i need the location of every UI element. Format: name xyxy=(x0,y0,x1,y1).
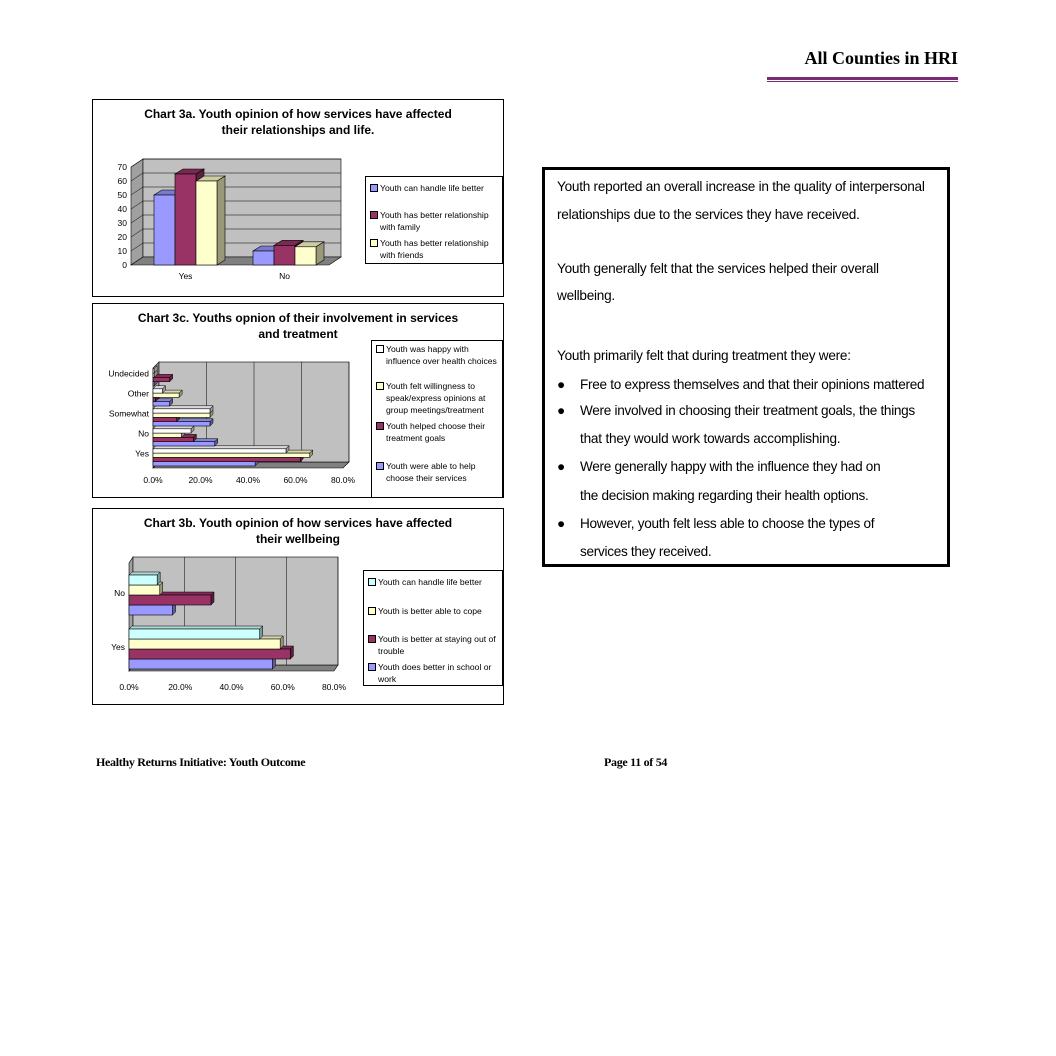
bar-top xyxy=(129,626,263,629)
y-category-label: Yes xyxy=(111,642,125,652)
bar xyxy=(153,433,182,437)
legend-swatch xyxy=(370,184,378,192)
bar xyxy=(129,595,211,605)
legend-item: Youth is better at staying out of trouble xyxy=(368,633,500,657)
x-tick-label: 0.0% xyxy=(143,475,163,485)
chart-3c xyxy=(92,303,504,498)
legend-swatch xyxy=(376,382,384,390)
legend-item: Youth can handle life better xyxy=(368,576,500,588)
bullet-dot-icon: ● xyxy=(557,516,566,531)
y-tick-label: 60 xyxy=(117,176,127,186)
bar xyxy=(153,417,177,421)
x-tick-label: 20.0% xyxy=(188,475,213,485)
bar xyxy=(153,449,286,453)
bar xyxy=(129,639,280,649)
y-tick-label: 10 xyxy=(117,246,127,256)
legend-item: Youth can handle life better xyxy=(370,182,500,194)
bar xyxy=(129,629,260,639)
bar xyxy=(153,453,310,457)
chart-legend xyxy=(371,340,503,498)
chart-3b xyxy=(92,508,504,705)
bullet-dot-icon: ● xyxy=(557,403,566,418)
legend-swatch xyxy=(368,607,376,615)
y-tick-label: 20 xyxy=(117,232,127,242)
bar xyxy=(153,442,215,446)
bar xyxy=(153,382,154,386)
legend-swatch xyxy=(376,422,384,430)
legend-item: Youth does better in school or work xyxy=(368,661,500,685)
footer-document-title: Healthy Returns Initiative: Youth Outcome xyxy=(96,755,306,769)
header-rule-thin xyxy=(767,81,958,82)
bar xyxy=(153,413,210,417)
summary-line: wellbeing. xyxy=(557,288,615,303)
header-rule xyxy=(767,77,958,80)
summary-line: relationships due to the services they have received. xyxy=(557,207,860,222)
y-category-label: Undecided xyxy=(108,368,149,379)
legend-swatch xyxy=(368,663,376,671)
legend-swatch xyxy=(368,635,376,643)
x-tick-label: 80.0% xyxy=(321,682,347,692)
footer-page-number: Page 11 of 54 xyxy=(604,755,668,769)
y-tick-label: 70 xyxy=(117,162,127,172)
x-tick-label: 20.0% xyxy=(168,682,193,692)
x-tick-label: 40.0% xyxy=(219,682,244,692)
legend-item: Youth is better able to cope xyxy=(368,605,500,617)
bullet-dot-icon: ● xyxy=(557,377,566,392)
legend-swatch xyxy=(376,345,384,353)
side-wall xyxy=(131,159,143,265)
bar-side xyxy=(217,176,225,265)
summary-textbox: Youth reported an overall increase in the quality of interpersonal relationships due to the services they have received. Youth generally felt that the services helped their overall wellbeing. Youth primarily felt that during treatment they were: ● Free to express themselves and that their opinions mattered ● Were involved in choosing their treatment goals, the things that they would work towards accomplishing. ● Were generally happy with the influence they had on the decision making regarding their health options. ● However, youth felt less able to choose the types of services they received. xyxy=(542,167,950,567)
bar xyxy=(153,397,155,401)
bar xyxy=(129,575,157,585)
legend-swatch xyxy=(368,578,376,586)
y-category-label: Other xyxy=(127,388,149,399)
x-tick-label: 60.0% xyxy=(270,682,295,692)
x-tick-label: 60.0% xyxy=(283,475,308,485)
bar xyxy=(253,251,274,265)
bar xyxy=(153,373,154,377)
legend-swatch xyxy=(376,462,384,470)
x-tick-label: 40.0% xyxy=(235,475,261,485)
chart-legend xyxy=(365,176,503,264)
bar xyxy=(153,462,255,466)
bar xyxy=(153,393,179,397)
bar xyxy=(154,195,175,265)
bullet-dot-icon: ● xyxy=(557,459,566,474)
chart-title: Chart 3b. Youth opinion of how services have affected their wellbeing xyxy=(143,516,453,546)
legend-item: Youth has better relationship with friends xyxy=(370,237,500,261)
x-tick-label: Yes xyxy=(178,271,193,281)
legend-item: Youth felt willingness to speak/express opinions at group meetings/treatment xyxy=(376,380,500,416)
x-tick-label: 80.0% xyxy=(330,475,356,485)
summary-line: Youth generally felt that the services helped their overall xyxy=(557,261,879,276)
bar xyxy=(153,437,193,441)
bar xyxy=(295,247,316,265)
y-category-label: No xyxy=(138,428,149,439)
y-category-label: No xyxy=(114,588,125,598)
bar xyxy=(153,422,210,426)
bar xyxy=(129,659,273,669)
page-header-title: All Counties in HRI xyxy=(804,48,958,68)
bar xyxy=(274,245,295,265)
bar xyxy=(153,402,170,406)
legend-item: Youth was happy with influence over health choices xyxy=(376,343,500,367)
summary-line: Youth primarily felt that during treatment they were: xyxy=(557,348,851,363)
chart-title: Chart 3c. Youths opnion of their involvement in services and treatment xyxy=(137,311,459,341)
bar xyxy=(175,174,196,265)
chart-legend xyxy=(363,570,503,686)
legend-item: Youth were able to help choose their services xyxy=(376,460,500,484)
x-tick-label: 0.0% xyxy=(119,682,139,692)
y-tick-label: 0 xyxy=(122,260,127,270)
chart-title: Chart 3a. Youth opinion of how services have affected their relationships and life. xyxy=(144,107,452,137)
legend-swatch xyxy=(370,211,378,219)
summary-line: Youth reported an overall increase in the quality of interpersonal xyxy=(557,179,925,194)
bar xyxy=(153,369,154,373)
bar xyxy=(129,649,290,659)
bar xyxy=(129,605,173,615)
bar xyxy=(153,409,210,413)
bar xyxy=(153,429,191,433)
y-tick-label: 30 xyxy=(117,218,127,228)
bar xyxy=(153,389,163,393)
legend-item: Youth helped choose their treatment goals xyxy=(376,420,500,444)
bar xyxy=(153,377,170,381)
bar-top xyxy=(129,572,160,575)
y-tick-label: 40 xyxy=(117,204,127,214)
chart-3a xyxy=(92,99,504,297)
y-category-label: Somewhat xyxy=(108,408,149,419)
y-tick-label: 50 xyxy=(117,190,127,200)
legend-swatch xyxy=(370,239,378,247)
legend-item: Youth has better relationship with family xyxy=(370,209,500,233)
bar xyxy=(129,585,160,595)
y-category-label: Yes xyxy=(135,448,149,459)
bar xyxy=(153,457,300,461)
bar xyxy=(196,181,217,265)
x-tick-label: No xyxy=(279,271,290,281)
